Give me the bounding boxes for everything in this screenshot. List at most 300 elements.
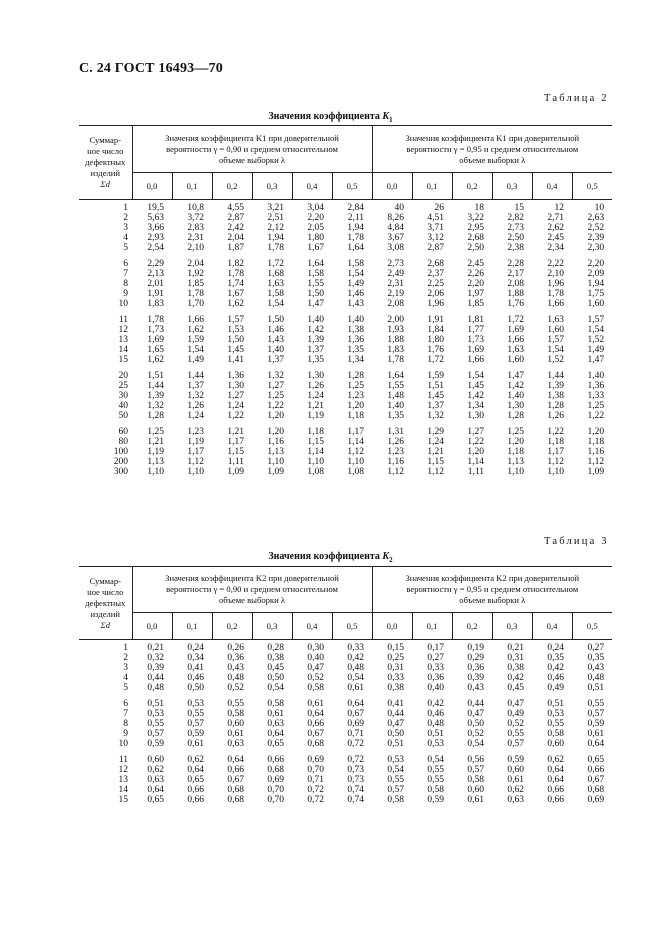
coefficient-cell: 1,23 (187, 427, 204, 437)
coefficient-cell: 0,21 (147, 643, 164, 653)
coefficient-cell: 1,37 (427, 401, 445, 411)
coefficient-cell: 1,22 (467, 437, 485, 447)
lambda-header: 0,2 (212, 613, 252, 640)
defects-count-cell: 9 (123, 729, 128, 739)
confidence-group-header (132, 126, 372, 173)
coefficient-cell: 1,94 (267, 233, 284, 243)
lambda-header: 0,1 (172, 613, 212, 640)
coefficient-cell: 0,17 (427, 643, 445, 653)
coefficient-cell: 1,60 (547, 325, 565, 335)
coefficient-cell: 0,40 (307, 653, 324, 663)
coefficient-cell: 1,40 (507, 391, 525, 401)
table-row (79, 365, 612, 381)
coefficient-cell: 0,42 (547, 663, 565, 673)
coefficient-cell: 1,47 (507, 371, 525, 381)
coefficient-cell: 1,35 (307, 355, 324, 365)
coefficient-cell: 0,74 (347, 795, 365, 805)
table-row (79, 447, 612, 457)
coefficient-cell: 1,26 (187, 401, 204, 411)
coefficient-cell: 0,33 (427, 663, 445, 673)
coefficient-cell: 1,78 (227, 269, 244, 279)
coefficient-cell: 40 (394, 203, 405, 213)
coefficient-cell: 0,55 (547, 719, 565, 729)
coefficient-cell: 1,28 (547, 401, 565, 411)
coefficient-cell: 4,84 (387, 223, 405, 233)
coefficient-cell: 1,54 (547, 345, 565, 355)
coefficient-cell: 1,47 (587, 355, 605, 365)
defects-count-cell: 5 (123, 243, 128, 253)
coefficient-cell: 0,64 (187, 765, 204, 775)
coefficient-cell: 0,54 (267, 683, 284, 693)
coefficient-cell: 0,55 (227, 699, 244, 709)
defects-count-cell: 40 (118, 401, 128, 411)
coefficient-cell: 1,78 (147, 315, 164, 325)
coefficient-cell: 1,48 (387, 391, 405, 401)
coefficient-cell: 1,33 (587, 391, 605, 401)
coefficient-cell: 2,50 (507, 233, 525, 243)
coefficient-cell: 0,26 (227, 643, 244, 653)
coefficient-cell: 0,53 (547, 709, 565, 719)
table-row (79, 421, 612, 437)
coefficient-cell: 1,12 (427, 467, 445, 477)
coefficient-cell: 1,36 (587, 381, 605, 391)
coefficient-cell: 1,16 (387, 457, 405, 467)
coefficient-cell: 1,21 (307, 401, 324, 411)
defects-count-cell: 10 (118, 739, 128, 749)
coefficient-cell: 3,12 (427, 233, 445, 243)
coefficient-cell: 1,97 (467, 289, 485, 299)
sum-header-line: Суммар- (89, 575, 121, 586)
coefficient-cell: 1,22 (587, 411, 605, 421)
coefficient-cell: 1,94 (587, 279, 605, 289)
coefficient-cell: 0,65 (187, 775, 204, 785)
coefficient-cell: 0,64 (587, 739, 605, 749)
coefficient-cell: 1,81 (467, 315, 485, 325)
coefficient-cell: 1,24 (427, 437, 445, 447)
coefficient-cell: 1,70 (187, 299, 204, 309)
lambda-header: 0,1 (412, 613, 452, 640)
coefficient-cell: 1,31 (387, 427, 405, 437)
coefficient-cell: 0,59 (147, 739, 164, 749)
defects-count-cell: 14 (118, 345, 128, 355)
defects-count-cell: 8 (123, 279, 128, 289)
coefficient-cell: 1,10 (147, 467, 164, 477)
coefficient-cell: 0,53 (187, 699, 204, 709)
coefficient-cell: 1,20 (587, 427, 605, 437)
coefficient-cell: 1,10 (307, 457, 324, 467)
coefficient-cell: 0,55 (507, 729, 525, 739)
coefficient-cell: 1,58 (267, 289, 284, 299)
coefficient-cell: 2,73 (387, 259, 405, 269)
table-row (79, 299, 612, 309)
coefficient-cell: 0,55 (427, 765, 445, 775)
coefficient-cell: 1,19 (307, 411, 324, 421)
coefficient-cell: 2,20 (307, 213, 324, 223)
coefficient-cell: 2,83 (187, 223, 204, 233)
coefficient-cell: 0,43 (467, 683, 485, 693)
coefficient-cell: 1,12 (547, 457, 565, 467)
table-row (79, 289, 612, 299)
table-row (79, 325, 612, 335)
coefficient-cell: 1,96 (547, 279, 565, 289)
coefficient-cell: 2,37 (427, 269, 445, 279)
coefficient-cell: 1,35 (387, 411, 405, 421)
coefficient-cell: 1,73 (467, 335, 485, 345)
coefficient-cell: 1,42 (507, 381, 525, 391)
coefficient-cell: 0,66 (267, 755, 284, 765)
coefficient-cell: 1,37 (267, 355, 284, 365)
coefficient-cell: 0,69 (347, 719, 365, 729)
lambda-header: 0,3 (252, 173, 292, 200)
table-row (79, 213, 612, 223)
defects-count-cell: 6 (123, 699, 128, 709)
coefficient-cell: 1,25 (267, 391, 284, 401)
coefficient-cell: 1,40 (307, 315, 324, 325)
coefficient-cell: 2,11 (347, 213, 365, 223)
coefficient-cell: 0,46 (427, 709, 445, 719)
coefficient-cell: 0,48 (227, 673, 244, 683)
coefficient-cell: 0,68 (227, 785, 244, 795)
coefficient-cell: 1,65 (147, 345, 164, 355)
defects-count-cell: 7 (123, 709, 128, 719)
coefficient-cell: 1,62 (227, 299, 244, 309)
lambda-header: 0,5 (572, 173, 612, 200)
coefficient-cell: 2,54 (147, 243, 164, 253)
coefficient-cell: 1,12 (187, 457, 204, 467)
coefficient-cell: 1,40 (587, 371, 605, 381)
coefficient-cell: 0,53 (387, 755, 405, 765)
coefficient-cell: 0,70 (267, 795, 284, 805)
coefficient-cell: 1,72 (267, 259, 284, 269)
defects-count-cell: 50 (118, 411, 128, 421)
coefficient-cell: 0,63 (267, 719, 284, 729)
coefficient-cell: 0,72 (347, 755, 365, 765)
coefficient-cell: 1,10 (187, 467, 204, 477)
table-row (79, 243, 612, 253)
coefficient-cell: 1,15 (307, 437, 324, 447)
coefficient-cell: 1,69 (507, 325, 525, 335)
table-row (79, 729, 612, 739)
coefficient-cell: 0,44 (387, 709, 405, 719)
table-row (79, 653, 612, 663)
table-row (79, 391, 612, 401)
defects-count-cell: 8 (123, 719, 128, 729)
coefficient-cell: 1,28 (147, 411, 164, 421)
coefficient-cell: 12 (554, 203, 565, 213)
table-row (79, 335, 612, 345)
coefficient-cell: 1,29 (427, 427, 445, 437)
coefficient-cell: 0,58 (427, 785, 445, 795)
lambda-header: 0,0 (372, 173, 412, 200)
table-row (79, 785, 612, 795)
coefficient-cell: 1,26 (547, 411, 565, 421)
coefficient-cell: 0,45 (267, 663, 284, 673)
coefficient-cell: 19,5 (147, 203, 164, 213)
coefficient-cell: 1,55 (307, 279, 324, 289)
coefficient-cell: 1,67 (227, 289, 244, 299)
coefficient-cell: 1,08 (307, 467, 324, 477)
confidence-group-header (372, 126, 612, 173)
coefficient-cell: 0,46 (547, 673, 565, 683)
coefficient-cell: 0,61 (187, 739, 204, 749)
table-row (79, 683, 612, 693)
coefficient-cell: 1,26 (387, 437, 405, 447)
group-header-line: вероятности γ = 0,95 и среднем относительном (406, 584, 579, 594)
coefficient-cell: 0,67 (307, 729, 324, 739)
coefficient-cell: 1,35 (347, 345, 365, 355)
coefficient-cell: 0,62 (547, 755, 565, 765)
coefficient-cell: 1,72 (427, 355, 445, 365)
coefficient-cell: 0,70 (307, 765, 324, 775)
coefficient-cell: 0,68 (587, 785, 605, 795)
lambda-header: 0,0 (132, 613, 172, 640)
coefficient-cell: 0,25 (387, 653, 405, 663)
coefficient-cell: 1,44 (147, 381, 164, 391)
coefficient-cell: 0,63 (507, 795, 525, 805)
coefficient-cell: 0,43 (587, 663, 605, 673)
coefficient-cell: 0,42 (507, 673, 525, 683)
group-header-line: вероятности γ = 0,95 и среднем относительном (406, 143, 579, 154)
coefficient-cell: 1,32 (427, 411, 445, 421)
coefficient-cell: 0,66 (547, 795, 565, 805)
table-3-title: Значения коэффициента $K_2$ (268, 551, 393, 564)
table-row (79, 279, 612, 289)
group-header-line: Значения коэффициента K2 при доверительной (165, 573, 339, 583)
coefficient-cell: 1,22 (227, 411, 244, 421)
coefficient-cell: 0,51 (147, 699, 164, 709)
coefficient-cell: 1,20 (267, 427, 284, 437)
coefficient-cell: 2,31 (187, 233, 204, 243)
coefficient-cell: 0,48 (347, 663, 365, 673)
coefficient-cell: 0,66 (307, 719, 324, 729)
defects-count-cell: 11 (118, 755, 128, 765)
coefficient-cell: 1,51 (427, 381, 445, 391)
coefficient-cell: 1,40 (387, 401, 405, 411)
lambda-header: 0,5 (572, 613, 612, 640)
coefficient-cell: 1,64 (307, 259, 324, 269)
coefficient-cell: 0,27 (427, 653, 445, 663)
coefficient-cell: 0,51 (427, 729, 445, 739)
group-header-line: объеме выборки λ (219, 154, 286, 165)
confidence-group-header (132, 567, 372, 613)
coefficient-cell: 0,58 (267, 699, 284, 709)
coefficient-cell: 1,20 (347, 401, 365, 411)
coefficient-cell: 1,62 (147, 355, 164, 365)
coefficient-cell: 1,32 (267, 371, 284, 381)
coefficient-cell: 1,47 (307, 299, 324, 309)
coefficient-cell: 0,48 (587, 673, 605, 683)
coefficient-cell: 2,82 (507, 213, 525, 223)
defects-count-cell: 12 (118, 765, 128, 775)
coefficient-cell: 0,72 (307, 795, 324, 805)
coefficient-cell: 1,54 (267, 299, 284, 309)
coefficient-cell: 0,29 (467, 653, 485, 663)
coefficient-cell: 1,49 (347, 279, 365, 289)
coefficient-cell: 1,11 (467, 467, 485, 477)
coefficient-cell: 0,68 (227, 795, 244, 805)
coefficient-cell: 0,54 (467, 739, 485, 749)
sum-header-line: дефектных (85, 157, 126, 167)
coefficient-cell: 0,15 (387, 643, 405, 653)
coefficient-cell: 0,50 (467, 719, 485, 729)
coefficient-cell: 0,39 (467, 673, 485, 683)
coefficient-cell: 1,30 (227, 381, 244, 391)
coefficient-cell: 1,12 (587, 457, 605, 467)
coefficient-cell: 2,28 (507, 259, 525, 269)
coefficient-cell: 2,01 (147, 279, 164, 289)
coefficient-cell: 0,57 (147, 729, 164, 739)
table-row (79, 411, 612, 421)
coefficient-cell: 0,61 (347, 683, 365, 693)
coefficient-cell: 0,57 (587, 709, 605, 719)
coefficient-cell: 1,09 (587, 467, 605, 477)
table-3-label: Таблица 3 (544, 536, 609, 547)
coefficient-cell: 0,62 (507, 785, 525, 795)
lambda-header: 0,0 (132, 173, 172, 200)
coefficient-cell: 1,42 (467, 391, 485, 401)
table-row (79, 719, 612, 729)
coefficient-cell: 0,69 (587, 795, 605, 805)
coefficient-cell: 0,64 (267, 729, 284, 739)
defects-count-cell: 10 (118, 299, 128, 309)
coefficient-cell: 1,30 (507, 401, 525, 411)
coefficient-cell: 0,64 (347, 699, 365, 709)
table-row (79, 401, 612, 411)
coefficient-cell: 0,50 (187, 683, 204, 693)
coefficient-cell: 0,30 (307, 643, 324, 653)
coefficient-cell: 0,72 (347, 739, 365, 749)
coefficient-cell: 2,22 (547, 259, 565, 269)
coefficient-cell: 0,50 (387, 729, 405, 739)
coefficient-cell: 1,15 (227, 447, 244, 457)
table-row (79, 223, 612, 233)
group-header-line: Значения коэффициента K1 при доверительной (405, 132, 580, 143)
coefficient-cell: 0,36 (467, 663, 485, 673)
group-header-line: Значения коэффициента K2 при доверительной (405, 573, 580, 583)
coefficient-cell: 3,66 (147, 223, 164, 233)
coefficient-cell: 1,92 (187, 269, 204, 279)
coefficient-cell: 0,61 (587, 729, 605, 739)
coefficient-cell: 1,12 (347, 447, 365, 457)
defects-count-cell: 4 (123, 233, 128, 243)
coefficient-cell: 1,12 (387, 467, 405, 477)
sum-defects-header (79, 126, 132, 200)
table-row (79, 309, 612, 325)
coefficient-cell: 0,47 (307, 663, 324, 673)
coefficient-cell: 1,78 (547, 289, 565, 299)
coefficient-cell: 1,27 (227, 391, 244, 401)
coefficient-cell: 2,51 (267, 213, 284, 223)
coefficient-cell: 1,25 (147, 427, 164, 437)
coefficient-cell: 0,52 (307, 673, 324, 683)
coefficient-cell: 1,58 (307, 269, 324, 279)
coefficient-cell: 2,31 (387, 279, 405, 289)
coefficient-cell: 1,37 (307, 345, 324, 355)
coefficient-cell: 2,05 (307, 223, 324, 233)
coefficient-cell: 1,41 (227, 355, 244, 365)
coefficient-cell: 0,73 (347, 775, 365, 785)
defects-count-cell: 12 (118, 325, 128, 335)
coefficient-cell: 1,78 (187, 289, 204, 299)
lambda-header: 0,4 (292, 173, 332, 200)
coefficient-cell: 0,65 (147, 795, 164, 805)
coefficient-cell: 0,38 (267, 653, 284, 663)
coefficient-cell: 1,22 (547, 427, 565, 437)
defects-count-cell: 1 (123, 203, 128, 213)
lambda-header: 0,4 (532, 613, 572, 640)
coefficient-cell: 0,43 (227, 663, 244, 673)
coefficient-cell: 2,63 (587, 213, 605, 223)
coefficient-cell: 0,44 (147, 673, 164, 683)
table-row (79, 775, 612, 785)
coefficient-cell: 0,24 (547, 643, 565, 653)
coefficient-cell: 1,50 (227, 335, 244, 345)
coefficient-cell: 0,66 (547, 785, 565, 795)
coefficient-cell: 0,60 (467, 785, 485, 795)
coefficient-cell: 0,38 (387, 683, 405, 693)
coefficient-cell: 0,59 (187, 729, 204, 739)
coefficient-cell: 2,68 (427, 259, 445, 269)
group-header-line: объеме выборки λ (459, 154, 526, 165)
coefficient-cell: 1,20 (507, 437, 525, 447)
defects-count-cell: 100 (113, 447, 128, 457)
coefficient-cell: 0,51 (387, 739, 405, 749)
coefficient-cell: 1,83 (387, 345, 405, 355)
coefficient-cell: 1,44 (547, 371, 565, 381)
coefficient-cell: 1,72 (507, 315, 525, 325)
coefficient-cell: 2,10 (547, 269, 565, 279)
coefficient-cell: 1,09 (227, 467, 244, 477)
group-header-line: объеме выборки λ (459, 595, 526, 605)
coefficient-cell: 1,17 (547, 447, 565, 457)
coefficient-cell: 0,36 (227, 653, 244, 663)
coefficient-cell: 1,68 (267, 269, 284, 279)
coefficient-cell: 8,26 (387, 213, 405, 223)
coefficient-cell: 0,67 (587, 775, 605, 785)
coefficient-cell: 0,64 (147, 785, 164, 795)
coefficient-cell: 0,57 (507, 739, 525, 749)
lambda-header: 0,5 (332, 173, 372, 200)
coefficient-cell: 0,69 (307, 755, 324, 765)
coefficient-cell: 2,93 (147, 233, 164, 243)
coefficient-cell: 0,58 (227, 709, 244, 719)
coefficient-cell: 0,58 (387, 795, 405, 805)
coefficient-cell: 0,58 (467, 775, 485, 785)
coefficient-cell: 0,28 (267, 643, 284, 653)
coefficient-cell: 1,25 (507, 427, 525, 437)
coefficient-cell: 2,95 (467, 223, 485, 233)
coefficient-cell: 1,60 (587, 299, 605, 309)
coefficient-cell: 0,66 (587, 765, 605, 775)
coefficient-cell: 2,87 (427, 243, 445, 253)
sum-defects-header (79, 567, 132, 640)
sum-header-line: ное число (87, 146, 124, 156)
coefficient-cell: 2,13 (147, 269, 164, 279)
coefficient-cell: 1,21 (227, 427, 244, 437)
coefficient-cell: 0,60 (507, 765, 525, 775)
coefficient-cell: 0,55 (387, 775, 405, 785)
table-row (79, 765, 612, 775)
coefficient-cell: 0,66 (187, 795, 204, 805)
defects-count-cell: 13 (118, 335, 128, 345)
coefficient-cell: 1,18 (587, 437, 605, 447)
coefficient-cell: 1,64 (387, 371, 405, 381)
coefficient-cell: 2,52 (587, 223, 605, 233)
coefficient-cell: 0,21 (507, 643, 525, 653)
coefficient-cell: 0,31 (507, 653, 525, 663)
coefficient-cell: 0,54 (347, 673, 365, 683)
table-2-label: Таблица 2 (544, 93, 609, 104)
